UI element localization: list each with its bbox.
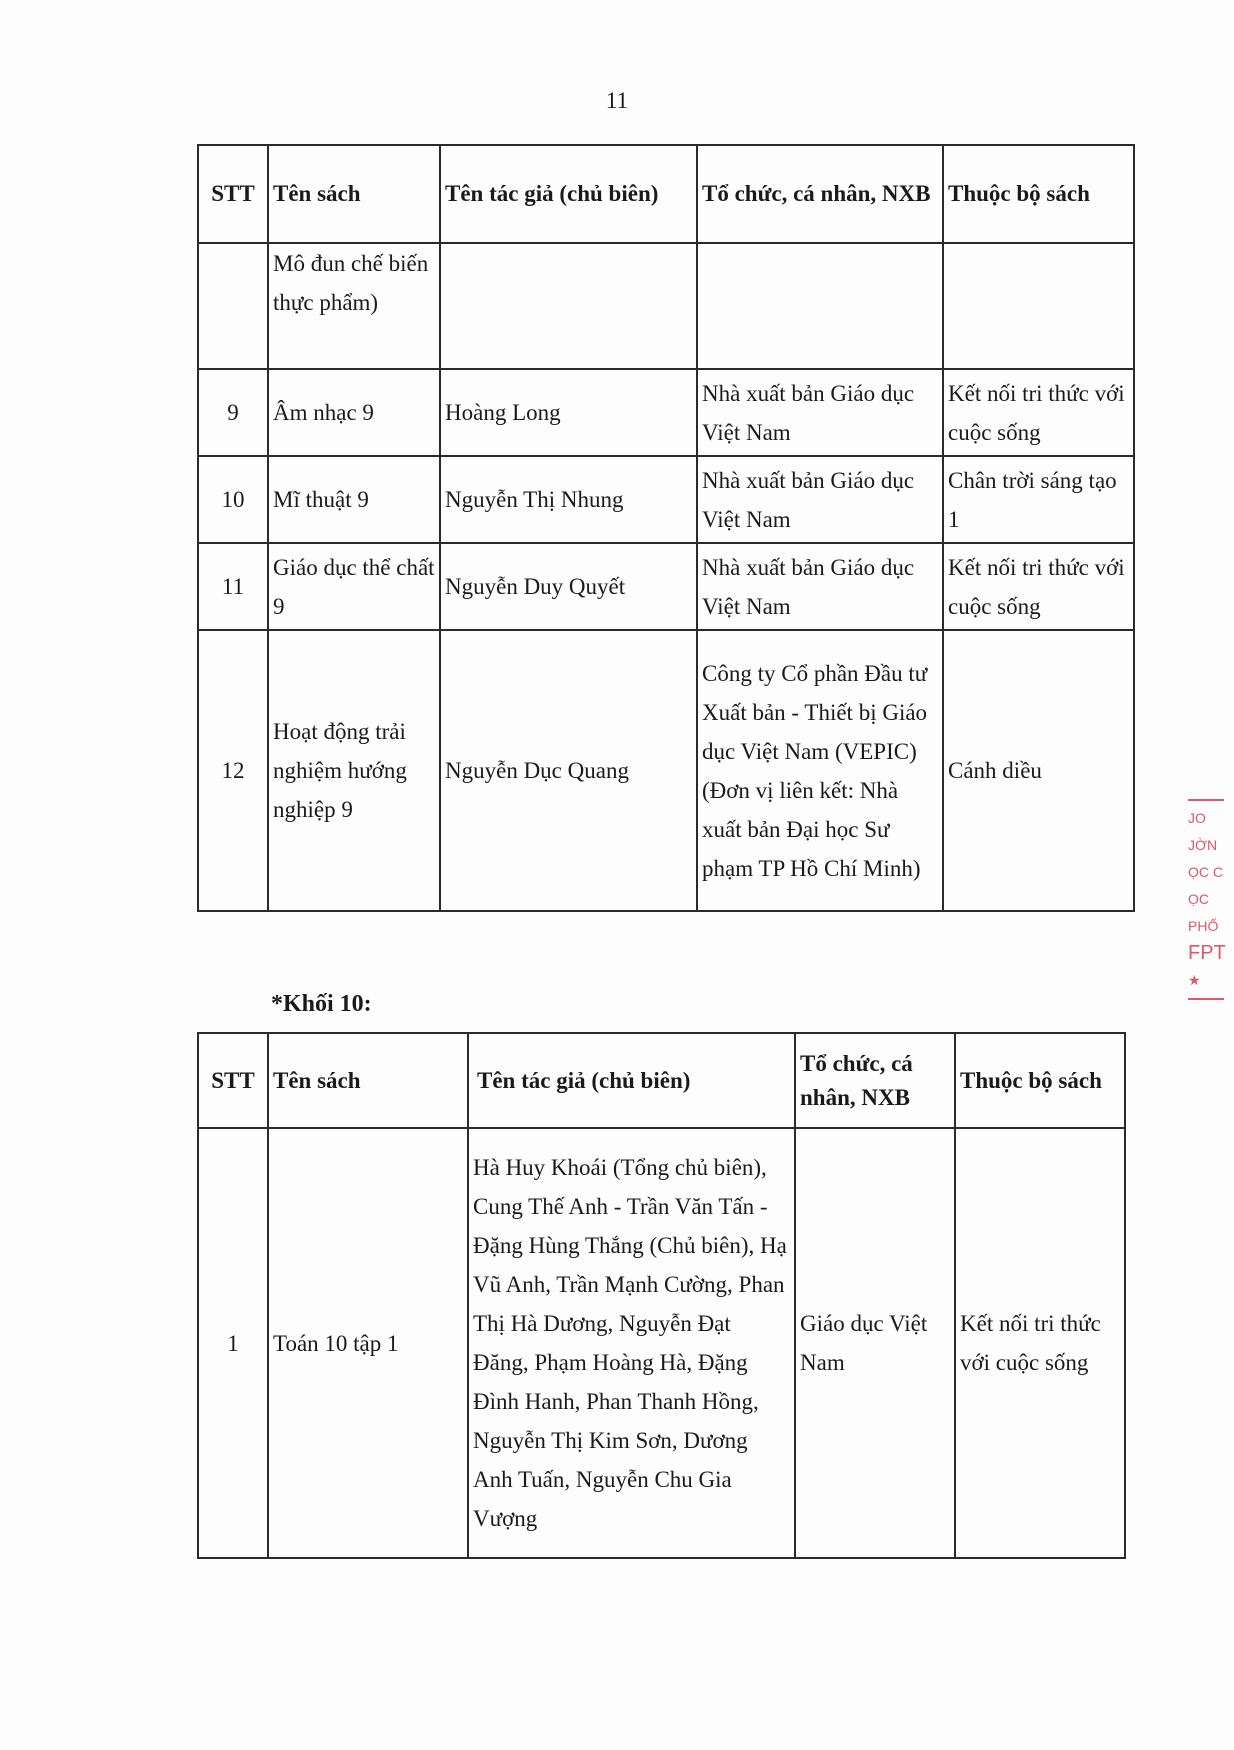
stamp-text: ỌC PHỔ — [1188, 891, 1219, 934]
stamp-text: FPT — [1188, 942, 1226, 964]
cell-series: Kết nối tri thức với cuộc sống — [955, 1128, 1125, 1558]
cell-title: Giáo dục thể chất 9 — [268, 543, 440, 630]
stamp-text: JO — [1188, 810, 1206, 826]
cell-stt: 9 — [198, 369, 268, 456]
table-row — [198, 543, 1134, 630]
cell-title: Mĩ thuật 9 — [268, 456, 440, 543]
cell-publisher — [697, 243, 943, 369]
header-stt: STT — [198, 1033, 268, 1128]
header-author: Tên tác giả (chủ biên) — [468, 1033, 795, 1128]
table-row — [198, 456, 1134, 543]
header-series: Thuộc bộ sách — [955, 1033, 1125, 1128]
section-heading-grade10: *Khối 10: — [271, 991, 372, 1017]
header-author: Tên tác giả (chủ biên) — [440, 145, 697, 243]
cell-stt: 10 — [198, 456, 268, 543]
table-row — [198, 630, 1134, 911]
cell-series: Chân trời sáng tạo 1 — [943, 456, 1134, 543]
star-icon: ★ — [1188, 972, 1201, 988]
cell-stt: 12 — [198, 630, 268, 911]
cell-title: Hoạt động trải nghiệm hướng nghiệp 9 — [268, 630, 440, 911]
cell-series — [943, 243, 1134, 369]
cell-publisher: Nhà xuất bản Giáo dục Việt Nam — [697, 543, 943, 630]
cell-stt: 11 — [198, 543, 268, 630]
table-row — [198, 243, 1134, 369]
header-stt: STT — [198, 145, 268, 243]
cell-series: Kết nối tri thức với cuộc sống — [943, 543, 1134, 630]
page-number: 11 — [605, 88, 629, 113]
cell-series: Cánh diều — [943, 630, 1134, 911]
grade10-book-table — [197, 1032, 1126, 1559]
cell-author: Nguyễn Thị Nhung — [440, 456, 697, 543]
header-series: Thuộc bộ sách — [943, 145, 1134, 243]
cell-stt — [198, 243, 268, 369]
cell-publisher: Công ty Cổ phần Đầu tư Xuất bản - Thiết bị Giáo dục Việt Nam (VEPIC) (Đơn vị liên kết: Nhà xuất bản Đại học Sư phạm TP Hồ Chí Minh) — [697, 630, 943, 911]
header-publisher: Tổ chức, cá nhân, NXB — [795, 1033, 955, 1128]
table-header-row — [198, 145, 1134, 243]
cell-author — [440, 243, 697, 369]
stamp-rule — [1188, 799, 1224, 801]
cell-publisher: Nhà xuất bản Giáo dục Việt Nam — [697, 456, 943, 543]
grade9-book-table — [197, 144, 1135, 912]
header-title: Tên sách — [268, 145, 440, 243]
cell-title: Âm nhạc 9 — [268, 369, 440, 456]
cell-title: Toán 10 tập 1 — [268, 1128, 468, 1558]
cell-stt: 1 — [198, 1128, 268, 1558]
table-header-row — [198, 1033, 1125, 1128]
red-seal-stamp — [1188, 795, 1234, 1005]
cell-author: Hà Huy Khoái (Tổng chủ biên), Cung Thế Anh - Trần Văn Tấn - Đặng Hùng Thắng (Chủ biên), Hạ Vũ Anh, Trần Mạnh Cường, Phan Thị Hà Dương, Nguyễn Đạt Đăng, Phạm Hoàng Hà, Đặng Đình Hanh, Phan Thanh Hồng, Nguyễn Thị Kim Sơn, Dương Anh Tuấn, Nguyễn Chu Gia Vượng — [468, 1128, 795, 1558]
cell-author: Nguyễn Dục Quang — [440, 630, 697, 911]
stamp-text: ỌC C — [1188, 864, 1223, 880]
table-row — [198, 369, 1134, 456]
header-publisher: Tổ chức, cá nhân, NXB — [697, 145, 943, 243]
stamp-rule — [1188, 998, 1224, 1000]
cell-publisher: Giáo dục Việt Nam — [795, 1128, 955, 1558]
cell-publisher: Nhà xuất bản Giáo dục Việt Nam — [697, 369, 943, 456]
table-row — [198, 1128, 1125, 1558]
cell-title: Mô đun chế biến thực phẩm) — [268, 243, 440, 369]
header-title: Tên sách — [268, 1033, 468, 1128]
cell-author: Nguyễn Duy Quyết — [440, 543, 697, 630]
stamp-text: JỜN — [1188, 837, 1218, 853]
cell-series: Kết nối tri thức với cuộc sống — [943, 369, 1134, 456]
cell-author: Hoàng Long — [440, 369, 697, 456]
